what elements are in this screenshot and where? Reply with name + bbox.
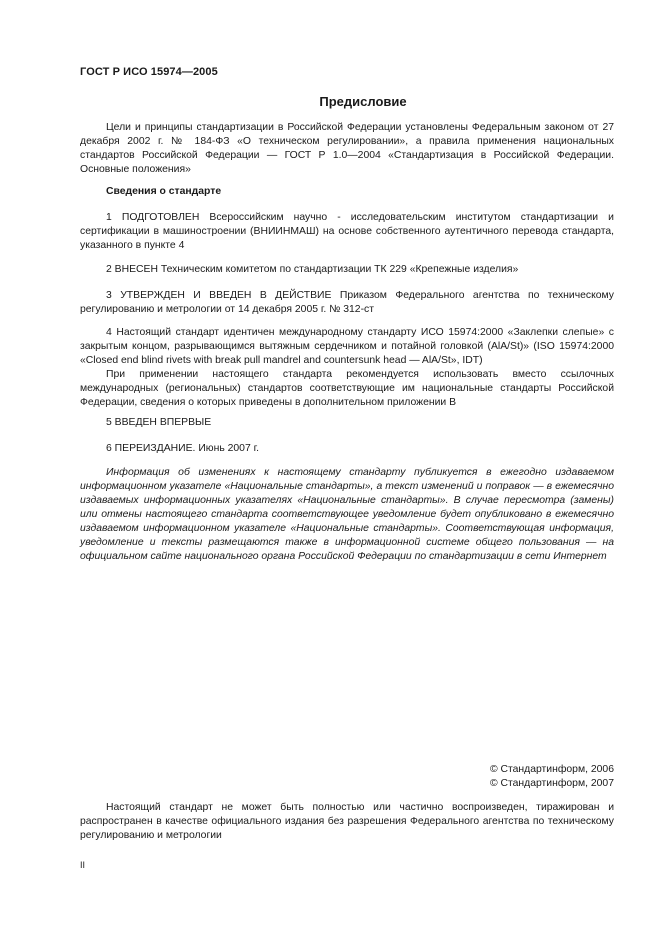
item-4-note: При применении настоящего стандарта рекомендуется использовать вместо ссылочных международных (региональных) стандартов соответствующие им национальные стандарты Российской Федерации, сведения о которых приведены в дополнительном приложении В xyxy=(80,369,614,408)
copyright-block xyxy=(490,763,614,791)
item-2: 2 ВНЕСЕН Техническим комитетом по стандартизации ТК 229 «Крепежные изделия» xyxy=(106,264,519,275)
page-number: II xyxy=(80,860,86,870)
item-1-block xyxy=(80,211,614,253)
notice-block xyxy=(80,466,614,564)
page-title: Предисловие xyxy=(319,94,407,109)
item-2-block xyxy=(80,263,614,277)
footer-notice: Настоящий стандарт не может быть полностью или частично воспроизведен, тиражирован и распространен в качестве официального издания без разрешения Федерального агентства по техническому регулированию и метрологии xyxy=(80,802,614,841)
item-6-block xyxy=(80,442,614,456)
copyright-line: © Стандартинформ, 2006 xyxy=(489,764,614,775)
item-3: 3 УТВЕРЖДЕН И ВВЕДЕН В ДЕЙСТВИЕ Приказом Федерального агентства по техническому регулированию и метрологии от 14 декабря 2005 г. № 312-ст xyxy=(80,290,614,315)
item-4: 4 Настоящий стандарт идентичен международному стандарту ИСО 15974:2000 «Заклепки слепые» с закрытым концом, разрывающимся вытяжным сердечником и потайной головкой (AlA/St)» (ISO 15974:2000 «Closed end blind rivets with break pull mandrel and countersunk head — AlA/St», IDT) xyxy=(80,327,614,366)
item-1: 1 ПОДГОТОВЛЕН Всероссийским научно - исследовательским институтом стандартизации и сертификации в машиностроении (ВНИИНМАШ) на основе собственного аутентичного перевода стандарта, указанного в пункте 4 xyxy=(80,212,614,251)
item-5-block xyxy=(80,416,614,430)
item-6: 6 ПЕРЕИЗДАНИЕ. Июнь 2007 г. xyxy=(106,443,260,454)
item-4-block xyxy=(80,326,614,410)
footer-notice-block xyxy=(80,801,614,843)
info-heading: Сведения о стандарте xyxy=(106,186,222,197)
document-id-header: ГОСТ Р ИСО 15974—2005 xyxy=(80,66,218,78)
copyright-line: © Стандартинформ, 2007 xyxy=(489,778,614,789)
intro-paragraph: Цели и принципы стандартизации в Российской Федерации установлены Федеральным законом от 27 декабря 2002 г. № 184-ФЗ «О техническом регулировании», а правила применения национальных стандартов Российской Федерации — ГОСТ Р 1.0—2004 «Стандартизация в Российской Федерации. Основные положения» xyxy=(80,122,614,175)
item-5: 5 ВВЕДЕН ВПЕРВЫЕ xyxy=(106,417,212,428)
intro-paragraph-block xyxy=(80,121,614,177)
item-3-block xyxy=(80,289,614,317)
notice-paragraph: Информация об изменениях к настоящему стандарту публикуется в ежегодно издаваемом информационном указателе «Национальные стандарты», а текст изменений и поправок — в ежемесячно издаваемых информационных указателях «Национальные стандарты». В случае пересмотра (замены) или отмены настоящего стандарта соответствующее уведомление будет опубликовано в ежемесячно издаваемом информационном указателе «Национальные стандарты». Соответствующая информация, уведомление и тексты размещаются также в информационной системе общего пользования — на официальном сайте национального органа Российской Федерации по стандартизации в сети Интернет xyxy=(80,467,614,562)
